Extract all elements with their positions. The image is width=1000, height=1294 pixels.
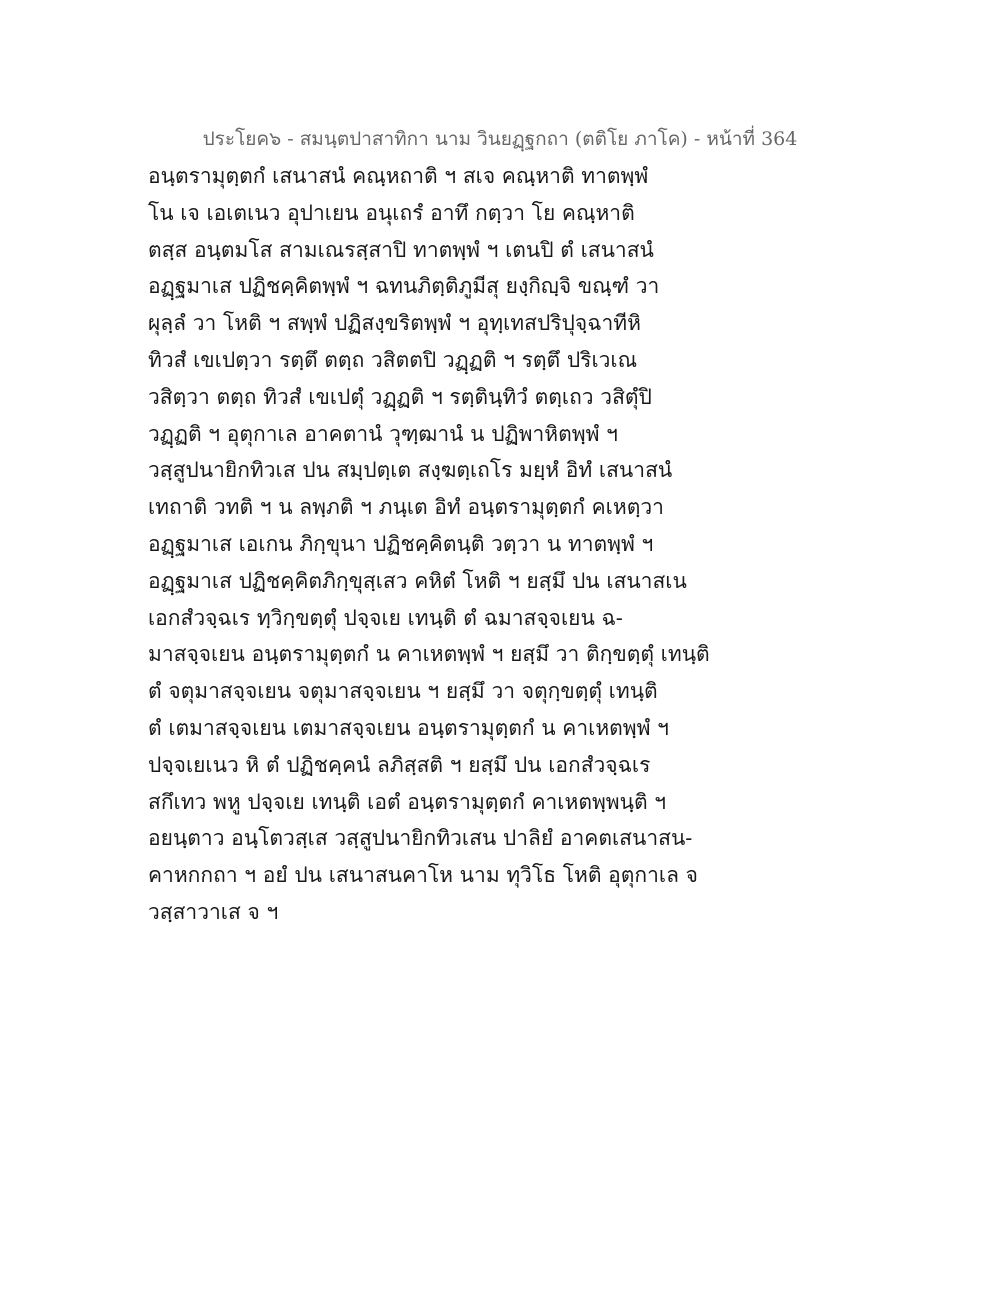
text-line: ปจฺจเยเนว หิ ตํ ปฏิชคฺคนํ ลภิสฺสติ ฯ ยสฺมึ ปน เอกสํวจฺฉเร (148, 752, 651, 777)
text-line: ผุลฺลํ วา โหติ ฯ สพฺพํ ปฏิสงฺขริตพฺพํ ฯ อุทฺเทสปริปุจฺฉาทีหิ (148, 311, 641, 336)
text-line: ตํ จตุมาสจฺจเยน จตุมาสจฺจเยน ฯ ยสฺมึ วา จตุกฺขตฺตุํ เทนฺติ (148, 679, 658, 704)
page-header: ประโยค๖ - สมนฺตปาสาทิกา นาม วินยฏฺฐกถา (ตติโย ภาโค) - หน้าที่ 364 (202, 128, 798, 150)
text-line: ตํ เตมาสจฺจเยน เตมาสจฺจเยน อนฺตรามุตฺตกํ น คาเหตพฺพํ ฯ (148, 715, 669, 740)
text-line: เอกสํวจฺฉเร ทฺวิกฺขตฺตุํ ปจฺจเย เทนฺติ ตํ ฉมาสจฺจเยน ฉ- (148, 605, 623, 630)
text-line: อฏฺฐมาเส ปฏิชคฺคิตภิกฺขุสฺเสว คหิตํ โหติ ฯ ยสฺมึ ปน เสนาสเน (148, 568, 687, 593)
text-line: ตสฺส อนฺตมโส สามเณรสฺสาปิ ทาตพฺพํ ฯ เตนปิ ตํ เสนาสนํ (148, 237, 654, 262)
text-line: อนฺตรามุตฺตกํ เสนาสนํ คณฺหถาติ ฯ สเจ คณฺหาติ ทาตพฺพํ (148, 164, 649, 188)
text-line: วฏฺฏติ ฯ อุตุกาเล อาคตานํ วุฑฺฒานํ น ปฏิพาหิตพฺพํ ฯ (148, 421, 618, 446)
text-line: วสฺสาวาเส จ ฯ (148, 899, 279, 924)
text-line: ทิวสํ เขเปตฺวา รตฺตึ ตตฺถ วสิตตปิ วฏฺฏติ ฯ รตฺตึ ปริเวเณ (148, 347, 638, 372)
text-line: สกึเทว พหู ปจฺจเย เทนฺติ เอตํ อนฺตรามุตฺตกํ คาเหตพฺพนฺติ ฯ (148, 789, 667, 814)
text-line: มาสจฺจเยน อนฺตรามุตฺตกํ น คาเหตพฺพํ ฯ ยสฺมึ วา ติกฺขตฺตุํ เทนฺติ (148, 642, 710, 667)
text-line: เทถาติ วทติ ฯ น ลพฺภติ ฯ ภนฺเต อิทํ อนฺตรามุตฺตกํ คเหตฺวา (148, 495, 664, 520)
text-line: โน เจ เอเตเนว อุปาเยน อนุเถรํ อาทึ กตฺวา โย คณฺหาติ (148, 200, 635, 225)
text-line: อยนฺตาว อนฺโตวสฺเส วสฺสูปนายิกทิวเสน ปาลิยํ อาคตเสนาสน- (148, 826, 693, 851)
text-line: วสิตฺวา ตตฺถ ทิวสํ เขเปตุํ วฏฺฏติ ฯ รตฺตินฺทิวํ ตตฺเถว วสิตุํปิ (148, 384, 652, 409)
text-line: วสฺสูปนายิกทิวเส ปน สมฺปตฺเต สงฺฆตฺเถโร มยฺหํ อิทํ เสนาสนํ (148, 458, 673, 483)
text-line: อฏฺฐมาเส เอเกน ภิกฺขุนา ปฏิชคฺคิตนฺติ วตฺวา น ทาตพฺพํ ฯ (148, 531, 654, 556)
text-line: อฏฺฐมาเส ปฏิชคฺคิตพฺพํ ฯ ฉทนภิตฺติภูมีสุ ยงฺกิญฺจิ ขณฺฑํ วา (148, 274, 660, 299)
body-text (148, 158, 868, 931)
text-line: คาหกกถา ฯ อยํ ปน เสนาสนคาโห นาม ทุวิโธ โหติ อุตุกาเล จ (148, 863, 698, 888)
